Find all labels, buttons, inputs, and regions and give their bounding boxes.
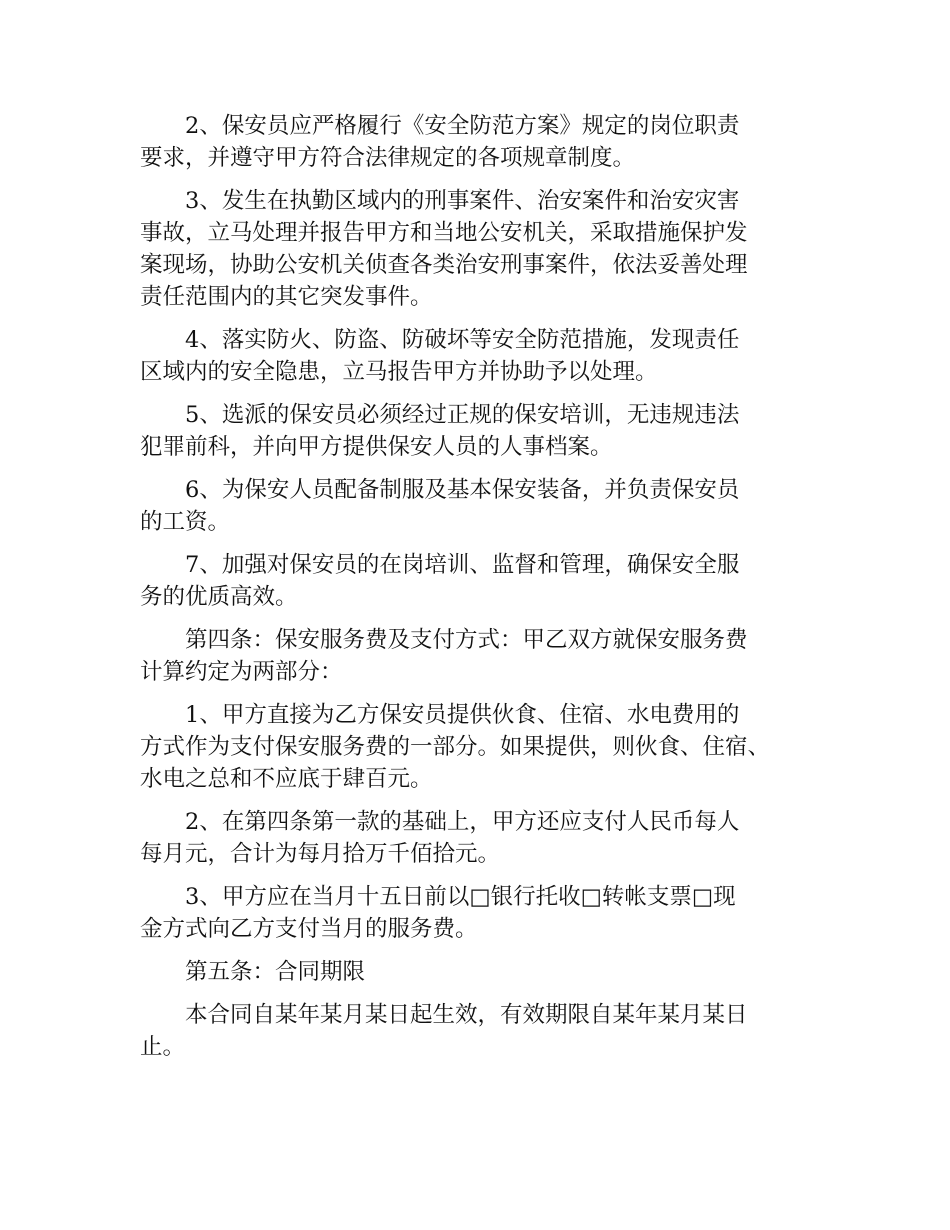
paragraph-line: 止。 <box>140 1034 186 1060</box>
clause-4-3-paragraph <box>140 881 830 945</box>
paragraph-line: 事故，立马处理并报告甲方和当地公安机关，采取措施保护发 <box>140 220 748 246</box>
paragraph-line: 的工资。 <box>140 509 231 535</box>
paragraph-line: 7、加强对保安员的在岗培训、监督和管理，确保安全服 <box>185 552 740 578</box>
paragraph-line: 案现场，协助公安机关侦查各类治安刑事案件，依法妥善处理 <box>140 252 748 278</box>
paragraph-line: 6、为保安人员配备制服及基本保安装备，并负责保安员 <box>185 477 740 503</box>
paragraph-line: 1、甲方直接为乙方保安员提供伙食、住宿、水电费用的 <box>185 702 740 728</box>
paragraph-line: 水电之总和不应底于肆百元。 <box>140 766 433 792</box>
paragraph-line: 2、保安员应严格履行《安全防范方案》规定的岗位职责 <box>185 113 740 139</box>
paragraph-line: 第四条：保安服务费及支付方式：甲乙双方就保安服务费 <box>185 627 748 653</box>
clause-4-2-paragraph <box>140 806 830 870</box>
clause-3-2-paragraph <box>140 110 830 174</box>
paragraph-line: 金方式向乙方支付当月的服务费。 <box>140 916 478 942</box>
paragraph-line: 第五条：合同期限 <box>185 959 366 985</box>
paragraph-line: 责任范围内的其它突发事件。 <box>140 284 433 310</box>
article-5-heading-paragraph <box>140 956 830 988</box>
paragraph-line: 3、甲方应在当月十五日前以□银行托收□转帐支票□现 <box>185 884 736 910</box>
paragraph-line: 犯罪前科，并向甲方提供保安人员的人事档案。 <box>140 434 613 460</box>
paragraph-line: 5、选派的保安员必须经过正规的保安培训，无违规违法 <box>185 402 740 428</box>
paragraph-line: 2、在第四条第一款的基础上，甲方还应支付人民币每人 <box>185 809 740 835</box>
clause-3-6-paragraph <box>140 474 830 538</box>
paragraph-line: 每月元，合计为每月拾万千佰拾元。 <box>140 841 501 867</box>
paragraph-line: 区域内的安全隐患，立马报告甲方并协助予以处理。 <box>140 359 658 385</box>
paragraph-line: 本合同自某年某月某日起生效，有效期限自某年某月某日 <box>185 1002 748 1028</box>
article-5-body-paragraph <box>140 999 830 1063</box>
clause-3-3-paragraph <box>140 185 830 313</box>
paragraph-line: 计算约定为两部分： <box>140 659 343 685</box>
article-4-heading-paragraph <box>140 624 830 688</box>
clause-3-7-paragraph <box>140 549 830 613</box>
clause-3-5-paragraph <box>140 399 830 463</box>
paragraph-line: 4、落实防火、防盗、防破坏等安全防范措施，发现责任 <box>185 327 740 353</box>
paragraph-line: 3、发生在执勤区域内的刑事案件、治安案件和治安灾害 <box>185 188 740 214</box>
paragraph-line: 方式作为支付保安服务费的一部分。如果提供，则伙食、住宿、 <box>140 734 771 760</box>
clause-3-4-paragraph <box>140 324 830 388</box>
clause-4-1-paragraph <box>140 699 830 795</box>
paragraph-line: 务的优质高效。 <box>140 584 298 610</box>
document-body <box>140 110 830 1074</box>
paragraph-line: 要求，并遵守甲方符合法律规定的各项规章制度。 <box>140 145 636 171</box>
